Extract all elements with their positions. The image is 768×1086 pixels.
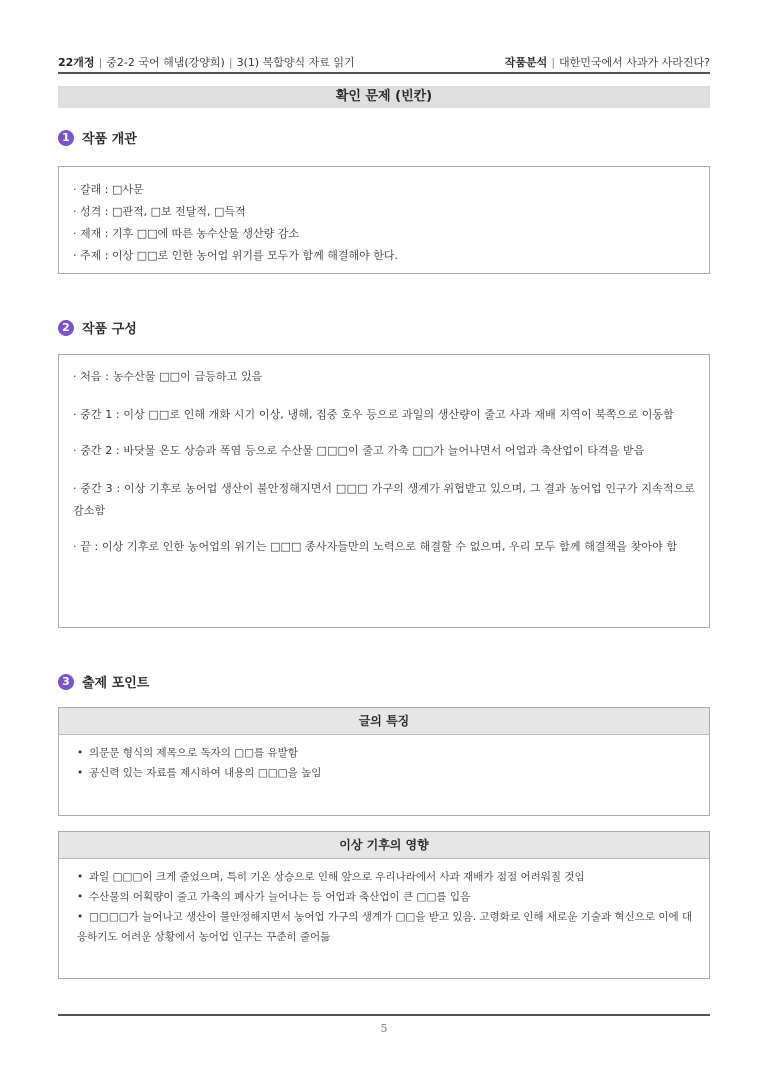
- number-3-icon: 3: [58, 674, 74, 690]
- section-title: 출제 포인트: [82, 676, 150, 691]
- list-item: · 주제 : 이상 □□로 인한 농어업 위기를 모두가 함께 해결해야 한다.: [73, 249, 398, 262]
- overview-box: [58, 166, 710, 274]
- box-title: 이상 기후의 영향: [59, 832, 709, 859]
- section-heading-points: [58, 672, 149, 691]
- header-category: 작품분석: [504, 56, 548, 69]
- header-textbook: 중2-2 국어 해냄(강양희): [106, 56, 225, 69]
- bullet-icon: •: [77, 891, 84, 903]
- section-title: 작품 개관: [82, 132, 137, 147]
- list-item: · 중간 3 : 이상 기후로 농어업 생산이 불안정해지면서 □□□ 가구의 생계가 위협받고 있으며, 그 결과 농어업 인구가 지속적으로 감소함: [73, 482, 695, 517]
- list-item: • 의문문 형식의 제목으로 독자의 □□를 유발함: [77, 743, 695, 763]
- page-header: [58, 50, 710, 72]
- header-right: 작품분석 | 대한민국에서 사과가 사라진다?: [504, 56, 710, 69]
- features-box: [58, 707, 710, 816]
- footer-divider: [58, 1014, 710, 1016]
- list-item: · 끝 : 이상 기후로 인한 농어업의 위기는 □□□ 종사자들만의 노력으로 해결할 수 없으며, 우리 모두 함께 해결책을 찾아야 함: [73, 540, 678, 553]
- bullet-icon: •: [77, 747, 84, 759]
- box-title: 글의 특징: [59, 708, 709, 735]
- bullet-icon: •: [77, 911, 84, 923]
- list-item: · 성격 : □관적, □보 전달적, □득적: [73, 205, 246, 218]
- number-2-icon: 2: [58, 320, 74, 336]
- header-edition: 22개정: [58, 56, 95, 69]
- bullet-icon: •: [77, 871, 84, 883]
- structure-box: [58, 354, 710, 628]
- page-number: 5: [380, 1022, 388, 1035]
- page-title: 확인 문제 (빈칸): [58, 86, 710, 108]
- list-item: • □□□□가 늘어나고 생산이 불안정해지면서 농어업 가구의 생계가 □□을 받고 있음. 고령화로 인해 새로운 기술과 혁신으로 이에 대응하기도 어려운 상황에서 농어업 인구는 꾸준히 줄어듦: [77, 907, 695, 947]
- impact-box: [58, 831, 710, 979]
- section-heading-structure: [58, 318, 137, 337]
- section-heading-overview: [58, 128, 137, 147]
- list-item: • 과일 □□□이 크게 줄었으며, 특히 기온 상승으로 인해 앞으로 우리나라에서 사과 재배가 점점 어려워질 것임: [77, 867, 695, 887]
- list-item: · 처음 : 농수산물 □□이 급등하고 있음: [73, 370, 263, 383]
- list-item: · 갈래 : □사문: [73, 183, 144, 196]
- list-item: • 공신력 있는 자료를 제시하여 내용의 □□□을 높임: [77, 763, 695, 783]
- header-divider: [58, 72, 710, 74]
- header-left: 22개정 | 중2-2 국어 해냄(강양희) | 3(1) 복합양식 자료 읽기: [58, 56, 355, 69]
- list-item: · 중간 2 : 바닷물 온도 상승과 폭염 등으로 수산물 □□□이 줄고 가축 □□가 늘어나면서 어업과 축산업이 타격을 받음: [73, 444, 645, 457]
- section-title: 작품 구성: [82, 322, 137, 337]
- number-1-icon: 1: [58, 130, 74, 146]
- list-item: • 수산물의 어획량이 줄고 가축의 폐사가 늘어나는 등 어업과 축산업이 큰 □□를 입음: [77, 887, 695, 907]
- header-work-title: 대한민국에서 사과가 사라진다?: [559, 56, 710, 69]
- header-unit: 3(1) 복합양식 자료 읽기: [236, 56, 355, 69]
- list-item: · 중간 1 : 이상 □□로 인해 개화 시기 이상, 냉해, 집중 호우 등으로 과일의 생산량이 줄고 사과 재배 지역이 북쪽으로 이동함: [73, 408, 674, 421]
- list-item: · 제재 : 기후 □□에 따른 농수산물 생산량 감소: [73, 227, 299, 240]
- bullet-icon: •: [77, 767, 84, 779]
